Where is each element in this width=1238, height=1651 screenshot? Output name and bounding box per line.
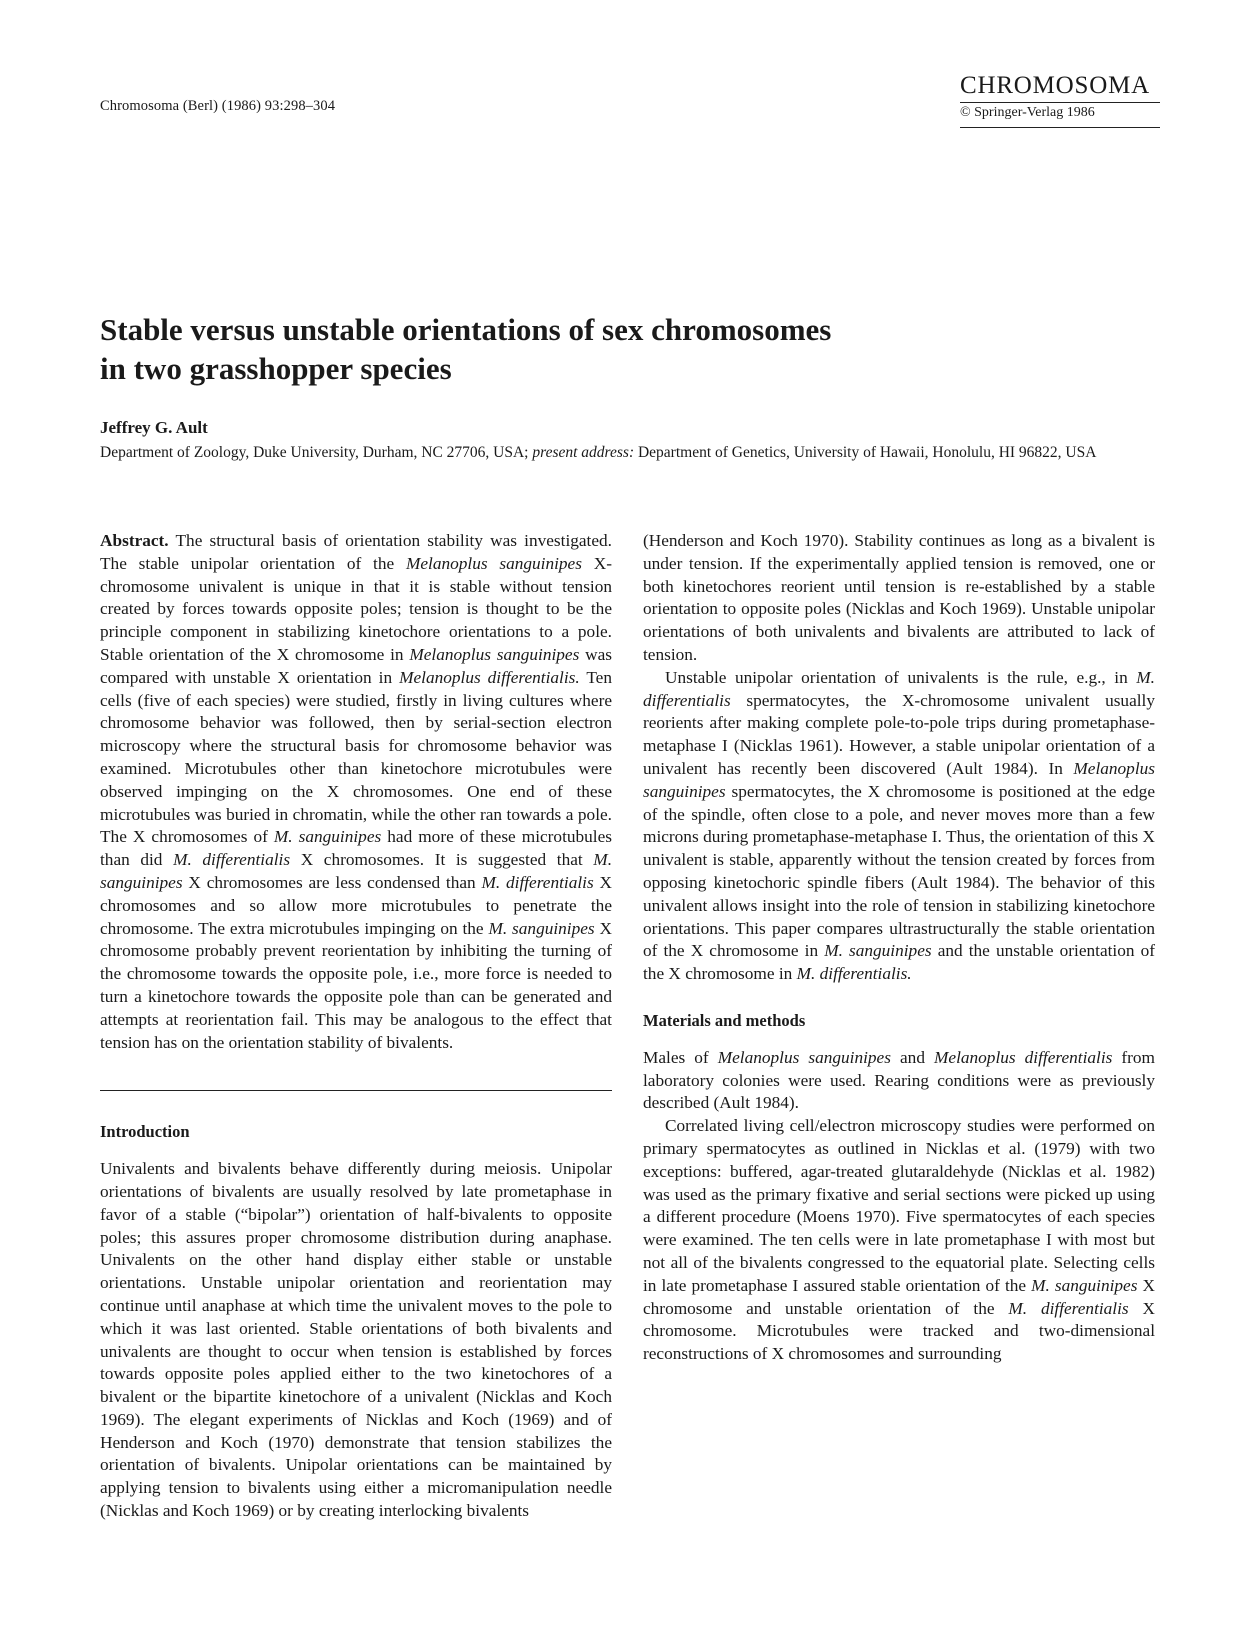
introduction-paragraph-1: Univalents and bivalents behave differently during meiosis. Unipolar orientations of bivalents are usually resolved by late prometaphase in favor of a stable (“bipolar”) orientation of half-bivalents to opposite poles; this assures proper chromosome distribution during anaphase. Univalents on the other hand display either stable or unstable orientations. Unstable unipolar orientation and reorientation may continue until anaphase at which time the univalent moves to the pole to which it was last oriented. Stable orientations of both bivalents and univalents are thought to occur when tension is established by forces towards opposite poles applied either to the two kinetochores of a bivalent or the bipartite kinetochore of a univalent (Nicklas and Koch 1969). The elegant experiments of Nicklas and Koch (1969) and of Henderson and Koch (1970) demonstrate that tension stabilizes the orientation of bivalents. Unipolar orientations can be maintained by applying tension to bivalents using either a micromanipulation needle (Nicklas and Koch 1969) or by creating interlocking bivalents (100, 1159, 612, 1521)
affiliation-primary: Department of Zoology, Duke University, Durham, NC 27706, USA; (100, 444, 529, 461)
abstract-label: Abstract. (100, 531, 169, 550)
species-name: M. sanguinipes (273, 827, 382, 847)
abstract-text: X chromosome probably prevent reorientation by inhibiting the turning of the chromosome towards the opposite pole, i.e., more force is needed to turn a kinetochore towards the opposite pole than can be generated and attempts at reorientation fail. This may be analogous to the effect that tension has on the orientation stability of bivalents. (100, 918, 612, 1052)
journal-name: CHROMOSOMA (960, 72, 1160, 103)
right-column (643, 530, 1155, 1366)
body-text: spermatocytes, the X chromosome is positioned at the edge of the spindle, often close to a pole, and never moves more than a few microns during prometaphase-metaphase I. Thus, the orientation of this X univalent is stable, apparently without the tension created by forces from opposing kinetochoric spindle fibers (Ault 1984). The behavior of this univalent allows insight into the role of tension in stabilizing kinetochore orientations. This paper compares ultrastructurally the stable orientation of the X chromosome in (643, 781, 1155, 961)
author-name: Jeffrey G. Ault (100, 418, 208, 437)
methods-heading: Materials and methods (643, 1010, 806, 1030)
body-text: Unstable unipolar orientation of univalents is the rule, e.g., in (665, 667, 1137, 687)
affiliation-present: Department of Genetics, University of Hawaii, Honolulu, HI 96822, USA (637, 444, 1097, 461)
abstract-paragraph (100, 530, 612, 1054)
species-name: Melanoplus sanguinipes (643, 758, 1155, 801)
species-name: Melanoplus sanguinipes (409, 644, 580, 664)
species-name: M. differentialis (481, 872, 594, 892)
species-name: M. sanguinipes (100, 850, 613, 892)
section-divider (100, 1090, 612, 1091)
species-name: M. differentialis (643, 667, 1155, 710)
species-name: Melanoplus differentialis. (399, 667, 580, 687)
affiliation-present-label: present address: (532, 444, 635, 461)
body-text: X chromosome and unstable orientation of the (643, 1275, 1155, 1318)
body-text: Males of (643, 1047, 718, 1067)
journal-masthead (960, 72, 1160, 128)
author-affiliation (100, 443, 1120, 463)
introduction-paragraph-1-continued: (Henderson and Koch 1970). Stability continues as long as a bivalent is under tension. If the experimentally applied tension is removed, one or both kinetochores reorient until tension is re-established by a stable orientation to opposite poles (Nicklas and Koch 1969). Unstable unipolar orientations of both univalents and bivalents are attributed to lack of tension. (643, 531, 1155, 664)
copyright-line: © Springer-Verlag 1986 (960, 105, 1095, 120)
article-title (100, 310, 1100, 388)
species-name: Melanoplus sanguinipes (717, 1047, 891, 1067)
abstract-text: X chromosomes and so allow more microtubules to penetrate the chromosome. The extra microtubules impinging on the (100, 872, 612, 938)
abstract-text: Ten cells (five of each species) were studied, firstly in living cultures where chromosome behavior was followed, then by serial-section electron microscopy where the structural basis for chromosome behavior was examined. Microtubules other than kinetochore microtubules were observed impinging on the X chromosomes. One end of these microtubules was buried in chromatin, while the other ran towards a pole. The X chromosomes of (100, 667, 612, 847)
introduction-paragraph-2 (643, 667, 1155, 986)
abstract-text: The structural basis of orientation stability was investigated. The stable unipolar orientation of the (100, 531, 612, 573)
body-text: and the unstable orientation of the X chromosome in (643, 941, 1155, 984)
abstract-text: X chromosomes. It is suggested that (290, 850, 594, 870)
methods-paragraph-2 (643, 1115, 1155, 1366)
abstract-text: was compared with unstable X orientation in (100, 644, 613, 687)
species-name: Melanoplus sanguinipes (405, 553, 582, 573)
species-name: M. differentialis (173, 850, 291, 870)
body-text: X chromosome. Microtubules were tracked and two-dimensional reconstructions of X chromosomes and surrounding (643, 1298, 1155, 1364)
body-text: and (890, 1047, 935, 1067)
species-name: M. sanguinipes (488, 918, 595, 938)
species-name: Melanoplus differentialis (934, 1047, 1113, 1067)
abstract-text: had more of these microtubules than did (100, 827, 612, 870)
abstract-text: X chromosomes are less condensed than (182, 872, 482, 892)
left-column (100, 530, 612, 1523)
title-line-1: Stable versus unstable orientations of sex chromosomes (100, 312, 832, 347)
species-name: M. sanguinipes (1031, 1275, 1138, 1295)
body-text: from laboratory colonies were used. Rearing conditions were as previously described (Ault 1984). (643, 1047, 1155, 1113)
species-name: M. differentialis. (796, 964, 912, 984)
methods-paragraph-1 (643, 1047, 1155, 1115)
body-text: Correlated living cell/electron microscopy studies were performed on primary spermatocytes as outlined in Nicklas et al. (1979) with two exceptions: buffered, agar-treated glutaraldehyde (Nicklas et al. 1982) was used as the primary fixative and serial sections were picked up using a different procedure (Moens 1970). Five spermatocytes of each species were examined. The ten cells were in late prometaphase I with most but not all of the bivalents congressed to the equatorial plate. Selecting cells in late prometaphase I assured stable orientation of the (643, 1116, 1155, 1295)
species-name: M. sanguinipes (824, 941, 932, 961)
title-line-2: in two grasshopper species (100, 351, 452, 386)
running-head-citation: Chromosoma (Berl) (1986) 93:298–304 (100, 98, 336, 114)
species-name: M. differentialis (1008, 1298, 1129, 1318)
introduction-heading: Introduction (100, 1122, 190, 1142)
body-text: spermatocytes, the X-chromosome univalent usually reorients after making complete pole-to-pole trips during prometaphase-metaphase I (Nicklas 1961). However, a stable unipolar orientation of a univalent has recently been discovered (Ault 1984). In (643, 690, 1155, 778)
abstract-text: X-chromosome univalent is unique in that it is stable without tension created by forces towards opposite poles; tension is thought to be the principle component in stabilizing kinetochore orientations to a pole. Stable orientation of the X chromosome in (100, 553, 613, 664)
